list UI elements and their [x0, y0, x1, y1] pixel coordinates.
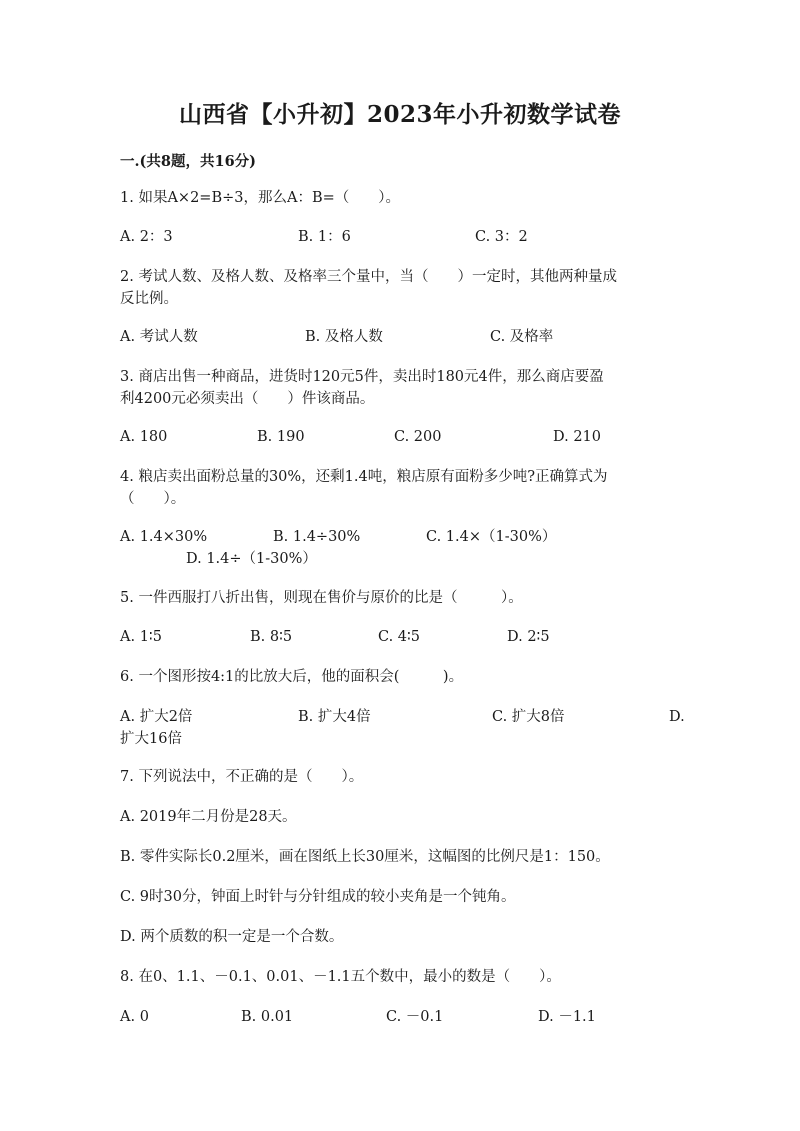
option-c: C. 3：2: [475, 229, 528, 245]
option-a: A. 1∶5: [120, 629, 162, 645]
option-d: D. －1.1: [538, 1009, 596, 1025]
option-d: D. 210: [553, 429, 602, 445]
section-heading: 一.(共8题，共16分): [120, 153, 257, 170]
question-4-stem-line-1: 4. 粮店卖出面粉总量的30%，还剩1.4吨，粮店原有面粉多少吨?正确算式为: [120, 469, 608, 485]
option-c: C. 扩大8倍: [492, 709, 565, 725]
option-b: B. 8∶5: [250, 629, 293, 645]
option-a: A. 扩大2倍: [120, 709, 193, 725]
option-a: A. 考试人数: [120, 329, 198, 345]
option-b: B. 190: [257, 429, 305, 445]
option-b: B. 及格人数: [305, 329, 383, 345]
question-3-options: [120, 426, 690, 448]
question-4-stem-line-2: （ ）。: [120, 491, 186, 507]
question-8-options: [120, 1006, 690, 1028]
question-6-option-d-continued: 扩大16倍: [120, 731, 182, 747]
question-1-options: [120, 226, 690, 248]
option-c: C. 1.4×（1-30%）: [426, 529, 557, 545]
option-a: A. 0: [120, 1009, 149, 1025]
question-4-options-row-2: [120, 548, 690, 570]
question-2-stem-line-2: 反比例。: [120, 291, 178, 307]
question-7-option-d: D. 两个质数的积一定是一个合数。: [120, 929, 344, 945]
option-b: B. 1.4÷30%: [273, 529, 361, 545]
question-4-options-row-1: [120, 526, 690, 548]
question-2-stem-line-1: 2. 考试人数、及格人数、及格率三个量中，当（ ）一定时，其他两种量成: [120, 269, 617, 285]
question-5-stem: 5. 一件西服打八折出售，则现在售价与原价的比是（ ）。: [120, 590, 523, 606]
option-b: B. 扩大4倍: [298, 709, 371, 725]
question-8-stem: 8. 在0、1.1、－0.1、0.01、－1.1五个数中，最小的数是（ ）。: [120, 969, 561, 985]
option-a: A. 2：3: [120, 229, 173, 245]
question-7-option-a: A. 2019年二月份是28天。: [120, 809, 297, 825]
question-6-stem: 6. 一个图形按4:1的比放大后，他的面积会( )。: [120, 669, 464, 685]
option-b: B. 1：6: [298, 229, 351, 245]
option-d: D. 2∶5: [507, 629, 550, 645]
question-1-stem: 1. 如果A×2=B÷3，那么A：B=（ ）。: [120, 190, 400, 206]
question-2-options: [120, 326, 690, 348]
option-d: D. 1.4÷（1-30%）: [186, 551, 317, 567]
option-c: C. 200: [394, 429, 442, 445]
option-a: A. 180: [120, 429, 168, 445]
option-c: C. 及格率: [490, 329, 554, 345]
question-5-options: [120, 626, 690, 648]
question-3-stem-line-2: 利4200元必须卖出（ ）件该商品。: [120, 391, 375, 407]
question-3-stem-line-1: 3. 商店出售一种商品，进货时120元5件，卖出时180元4件，那么商店要盈: [120, 369, 604, 385]
question-6-options: [120, 706, 690, 728]
option-a: A. 1.4×30%: [120, 529, 208, 545]
option-c: C. 4∶5: [378, 629, 421, 645]
question-7-stem: 7. 下列说法中，不正确的是（ ）。: [120, 769, 364, 785]
question-7-option-c: C. 9时30分，钟面上时针与分针组成的较小夹角是一个钝角。: [120, 889, 516, 905]
exam-title: 山西省【小升初】2023年小升初数学试卷: [178, 101, 621, 128]
option-d: D.: [669, 709, 685, 725]
option-c: C. －0.1: [386, 1009, 444, 1025]
option-b: B. 0.01: [241, 1009, 294, 1025]
question-7-option-b: B. 零件实际长0.2厘米，画在图纸上长30厘米，这幅图的比例尺是1：150。: [120, 849, 610, 865]
